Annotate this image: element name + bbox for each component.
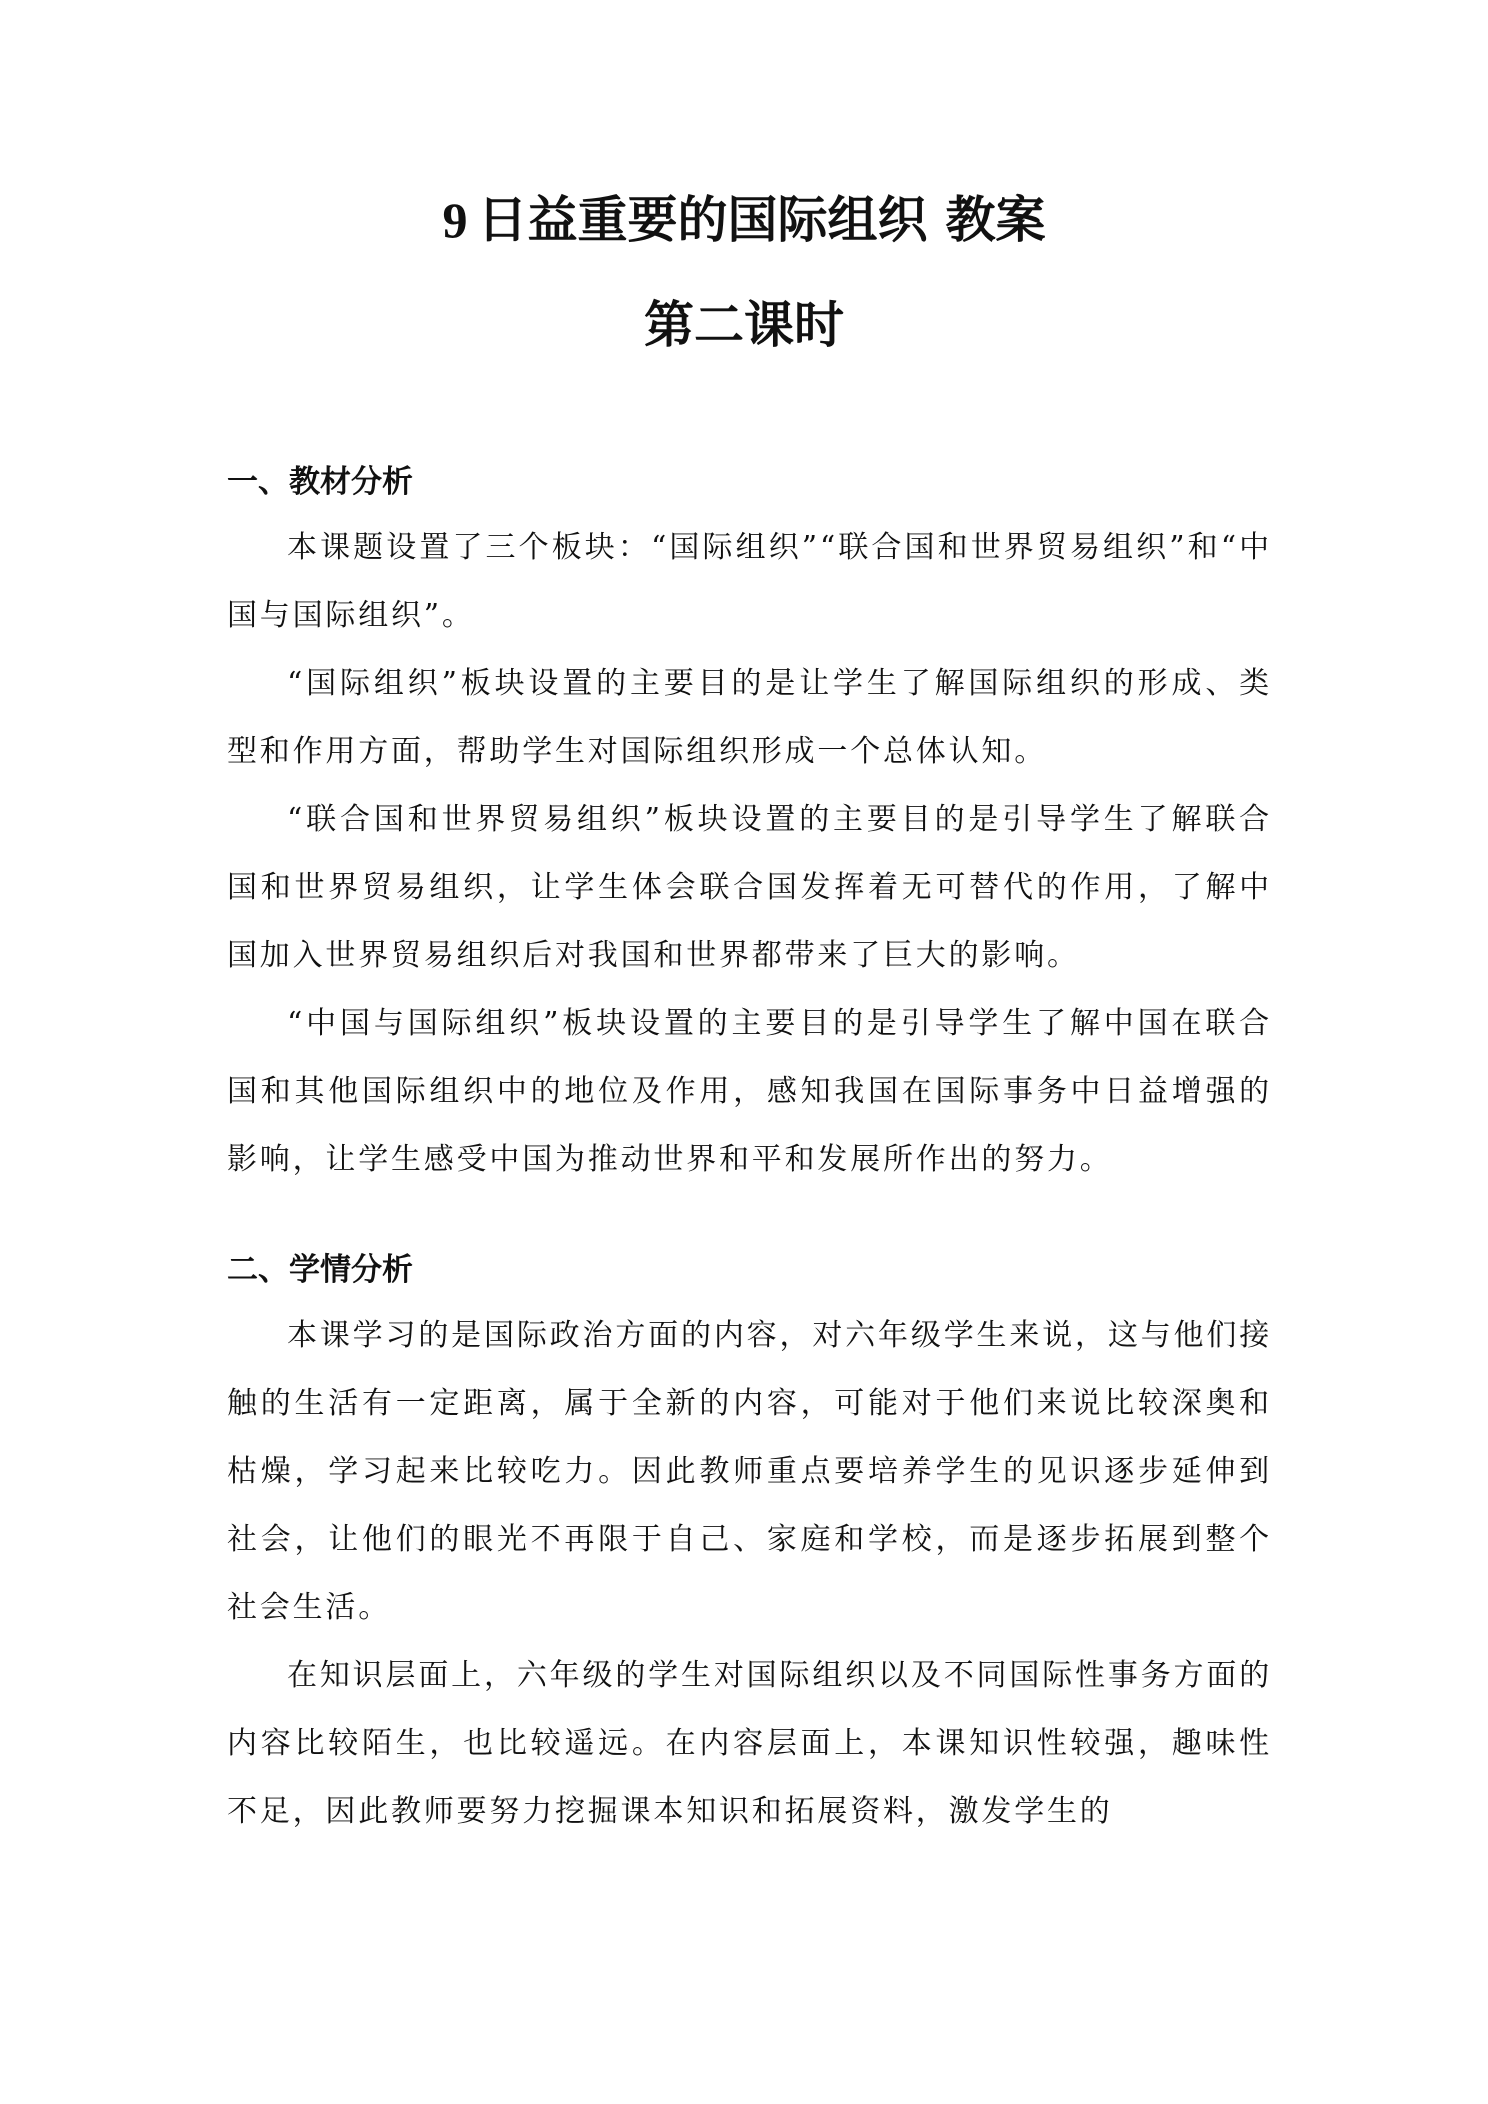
paragraph: 本课学习的是国际政治方面的内容，对六年级学生来说，这与他们接触的生活有一定距离，属于全新的内容，可能对于他们来说比较深奥和枯燥，学习起来比较吃力。因此教师重点要培养学生的见识逐步延伸到社会，让他们的眼光不再限于自己、家庭和学校，而是逐步拓展到整个社会生活。	[227, 1318, 1272, 1625]
section-spacer	[227, 1194, 1272, 1238]
lesson-number: 9	[442, 192, 468, 248]
paragraph: “中国与国际组织”板块设置的主要目的是引导学生了解中国在联合国和其他国际组织中的地位及作用，感知我国在国际事务中日益增强的影响，让学生感受中国为推动世界和平和发展所作出的努力。	[227, 1006, 1272, 1177]
document-subtitle: 第二课时	[644, 296, 844, 354]
lesson-suffix: 教案	[945, 191, 1046, 249]
paragraph: “联合国和世界贸易组织”板块设置的主要目的是引导学生了解联合国和世界贸易组织，让学生体会联合国发挥着无可替代的作用，了解中国加入世界贸易组织后对我国和世界都带来了巨大的影响。	[227, 802, 1272, 973]
document-title	[0, 190, 1488, 250]
section-student-analysis	[227, 1238, 1272, 1846]
section-heading: 一、教材分析	[227, 464, 413, 500]
paragraph: “国际组织”板块设置的主要目的是让学生了解国际组织的形成、类型和作用方面，帮助学生对国际组织形成一个总体认知。	[227, 666, 1272, 769]
paragraph: 在知识层面上，六年级的学生对国际组织以及不同国际性事务方面的内容比较陌生，也比较遥远。在内容层面上，本课知识性较强，趣味性不足，因此教师要努力挖掘课本知识和拓展资料，激发学生的	[227, 1658, 1272, 1829]
section-textbook-analysis	[227, 450, 1272, 1194]
paragraph: 本课题设置了三个板块：“国际组织”“联合国和世界贸易组织”和“中国与国际组织”。	[227, 530, 1272, 633]
lesson-name: 日益重要的国际组织	[477, 191, 928, 249]
document-body	[227, 450, 1272, 1846]
section-heading: 二、学情分析	[227, 1252, 413, 1288]
